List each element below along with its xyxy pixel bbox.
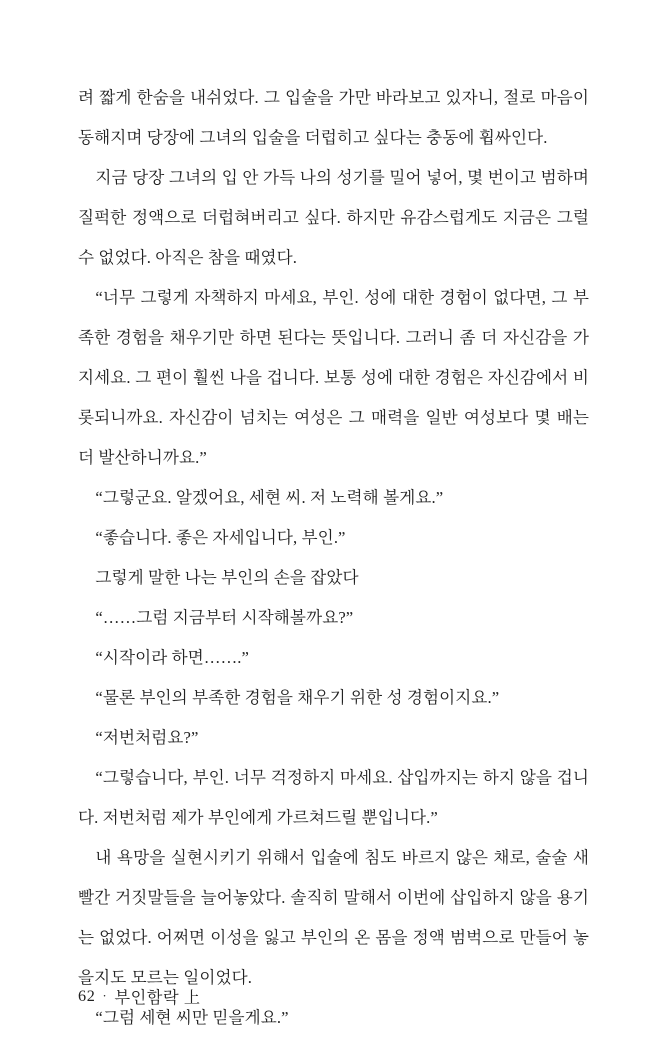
footer-separator: · [102,987,108,1003]
paragraph: “시작이라 하면…….” [95,648,250,667]
paragraph: “……그럼 지금부터 시작해볼까요?” [95,608,354,627]
paragraph: “그렇군요. 알겠어요, 세현 씨. 저 노력해 볼게요.” [95,488,444,507]
paragraph: “너무 그렇게 자책하지 마세요, 부인. 성에 대한 경험이 없다면, 그 부족한 경험을 채우기만 하면 된다는 뜻입니다. 그러니 좀 더 자신감을 가지세요. 그 편이 훨씬 나을 겁니다. 보통 성에 대한 경험은 자신감에서 비롯되니까요. 자신감이 넘치는 여성은 그 매력을 일반 여성보다 몇 배는 더 발산하니까요.” [78,288,589,467]
paragraph: “좋습니다. 좋은 자세입니다, 부인.” [95,528,346,547]
book-title: 부인함락 上 [114,989,201,1007]
page-footer [78,984,201,1008]
paragraph: “그럼 세현 씨만 믿을게요.” [95,1008,289,1027]
paragraph: “물론 부인의 부족한 경험을 채우기 위한 성 경험이지요.” [95,688,500,707]
page-body [78,78,589,1038]
paragraph: 그렇게 말한 나는 부인의 손을 잡았다 [95,568,359,587]
paragraph: 내 욕망을 실현시키기 위해서 입술에 침도 바르지 않은 채로, 술술 새빨간 거짓말들을 늘어놓았다. 솔직히 말해서 이번에 삽입하지 않을 용기는 없었다. 어쩌면 이성을 잃고 부인의 온 몸을 정액 범벅으로 만들어 놓을지도 모르는 일이었다. [78,848,589,987]
page-number: 62 [78,986,96,1005]
paragraph: 려 짧게 한숨을 내쉬었다. 그 입술을 가만 바라보고 있자니, 절로 마음이 동해지며 당장에 그녀의 입술을 더럽히고 싶다는 충동에 휩싸인다. [78,88,589,147]
paragraph: 지금 당장 그녀의 입 안 가득 나의 성기를 밀어 넣어, 몇 번이고 범하며 질퍽한 정액으로 더럽혀버리고 싶다. 하지만 유감스럽게도 지금은 그럴 수 없었다. 아직은 참을 때였다. [78,168,589,267]
paragraph: “저번처럼요?” [95,728,199,747]
paragraph: “그렇습니다, 부인. 너무 걱정하지 마세요. 삽입까지는 하지 않을 겁니다. 저번처럼 제가 부인에게 가르쳐드릴 뿐입니다.” [78,768,589,827]
